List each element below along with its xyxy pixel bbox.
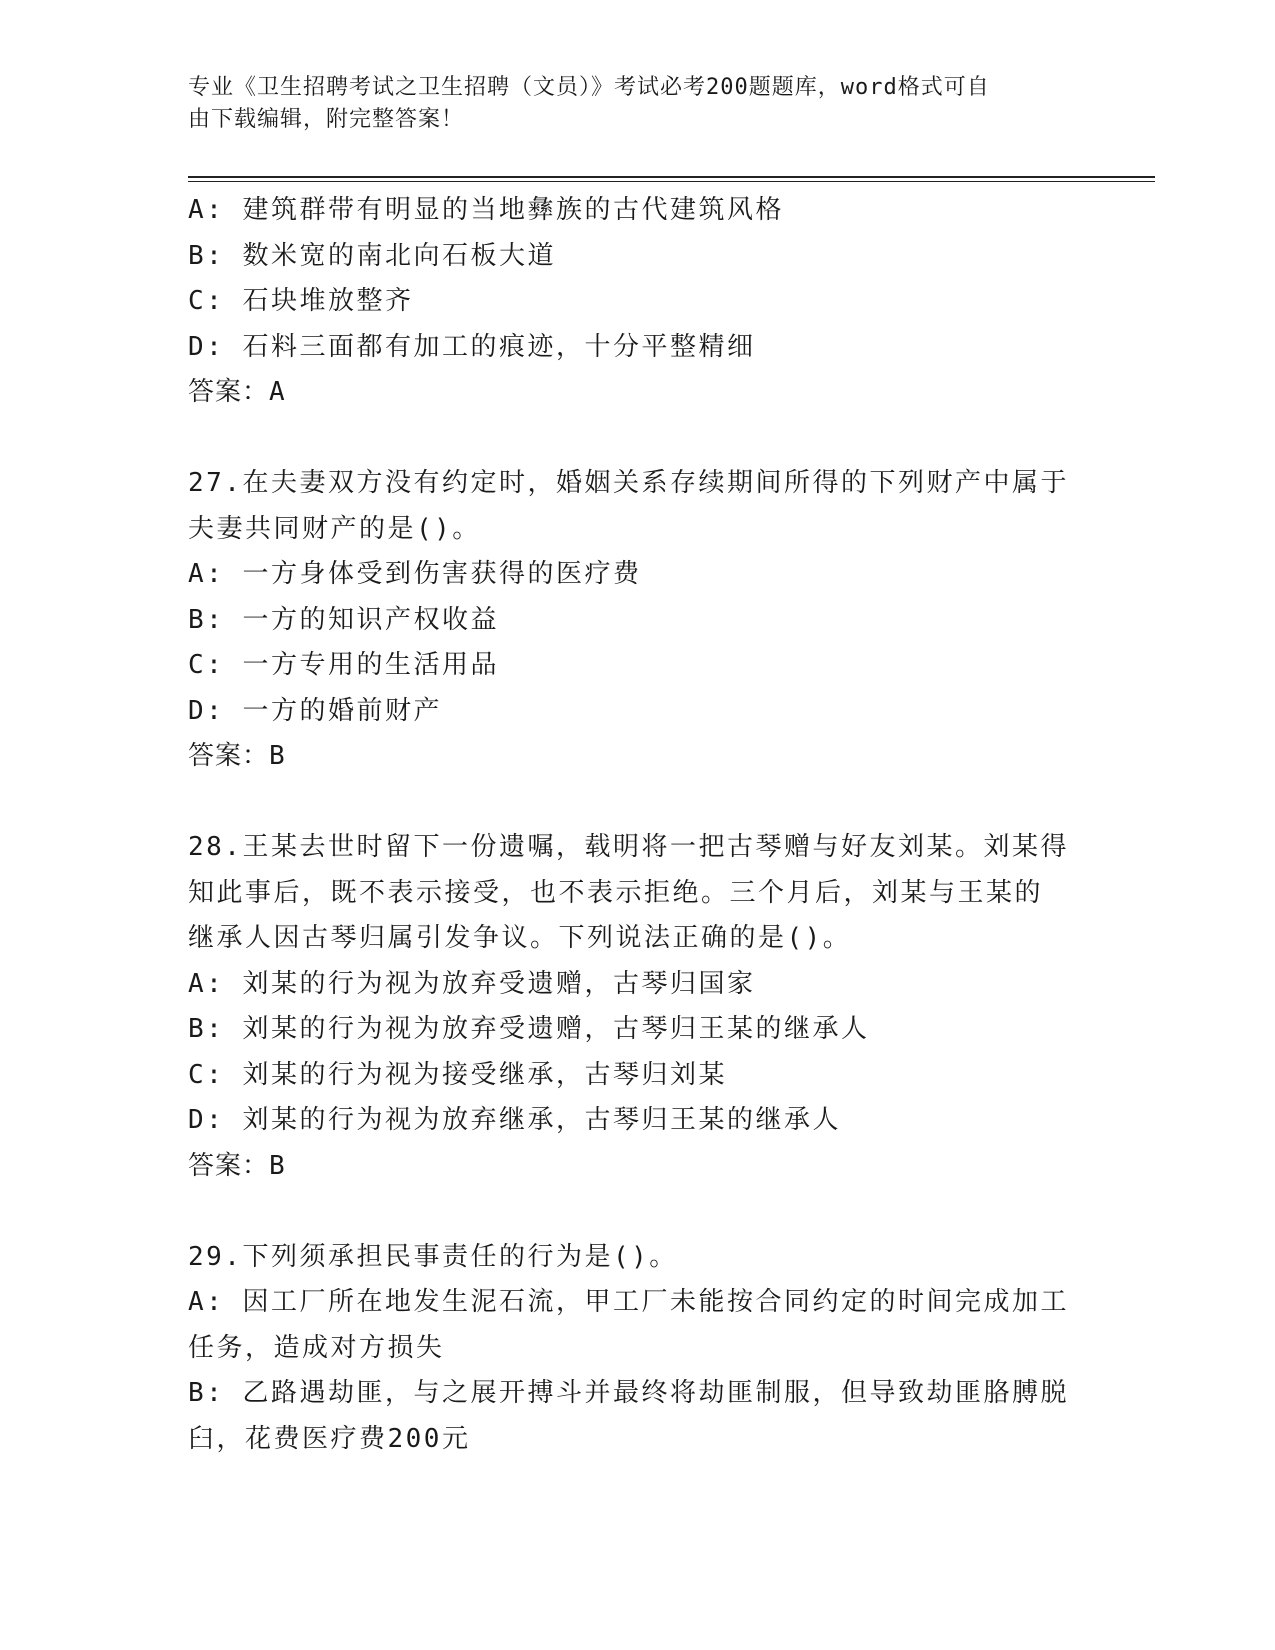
header-line-1: 专业《卫生招聘考试之卫生招聘（文员）》考试必考200题题库，word格式可自: [188, 75, 990, 100]
spacer: [188, 780, 1088, 826]
answer: 答案：B: [188, 741, 286, 771]
option-a-continued: 任务，造成对方损失: [188, 1332, 445, 1363]
question-stem: 继承人因古琴归属引发争议。下列说法正确的是()。: [188, 923, 852, 953]
option-d: D: 石料三面都有加工的痕迹，十分平整精细: [188, 331, 756, 362]
question-26: [188, 188, 1088, 416]
option-a: A: 一方身体受到伤害获得的医疗费: [188, 559, 642, 589]
header-divider: [188, 176, 1155, 178]
question-29: [188, 1235, 1088, 1463]
question-list: [188, 188, 1088, 1462]
option-a: A: 建筑群带有明显的当地彝族的古代建筑风格: [188, 195, 784, 225]
header-divider-secondary: [188, 181, 1155, 182]
question-stem: 知此事后，既不表示接受，也不表示拒绝。三个月后，刘某与王某的: [188, 877, 1044, 908]
question-28: [188, 825, 1088, 1189]
spacer: [188, 416, 1088, 462]
question-stem: 27.在夫妻双方没有约定时，婚姻关系存续期间所得的下列财产中属于: [188, 468, 1069, 498]
option-d: D: 刘某的行为视为放弃继承，古琴归王某的继承人: [188, 1105, 841, 1135]
header-line-2: 由下载编辑，附完整答案！: [188, 107, 465, 132]
spacer: [188, 1189, 1088, 1235]
option-b-continued: 臼，花费医疗费200元: [188, 1423, 471, 1454]
answer: 答案：B: [188, 1150, 286, 1181]
option-a: A: 因工厂所在地发生泥石流，甲工厂未能按合同约定的时间完成加工: [188, 1287, 1069, 1317]
answer: 答案：A: [188, 377, 286, 407]
option-d: D: 一方的婚前财产: [188, 695, 442, 726]
question-stem: 28.王某去世时留下一份遗嘱，载明将一把古琴赠与好友刘某。刘某得: [188, 832, 1069, 862]
question-27: [188, 461, 1088, 780]
document-header: [188, 72, 1068, 136]
option-b: B: 一方的知识产权收益: [188, 604, 499, 635]
option-b: B: 乙路遇劫匪，与之展开搏斗并最终将劫匪制服，但导致劫匪胳膊脱: [188, 1378, 1069, 1408]
option-b: B: 刘某的行为视为放弃受遗赠，古琴归王某的继承人: [188, 1014, 870, 1044]
question-stem: 29.下列须承担民事责任的行为是()。: [188, 1241, 678, 1272]
option-a: A: 刘某的行为视为放弃受遗赠，古琴归国家: [188, 968, 756, 999]
question-stem: 夫妻共同财产的是()。: [188, 513, 481, 544]
option-c: C: 石块堆放整齐: [188, 286, 414, 316]
option-c: C: 刘某的行为视为接受继承，古琴归刘某: [188, 1059, 727, 1090]
option-c: C: 一方专用的生活用品: [188, 650, 499, 680]
option-b: B: 数米宽的南北向石板大道: [188, 240, 556, 271]
